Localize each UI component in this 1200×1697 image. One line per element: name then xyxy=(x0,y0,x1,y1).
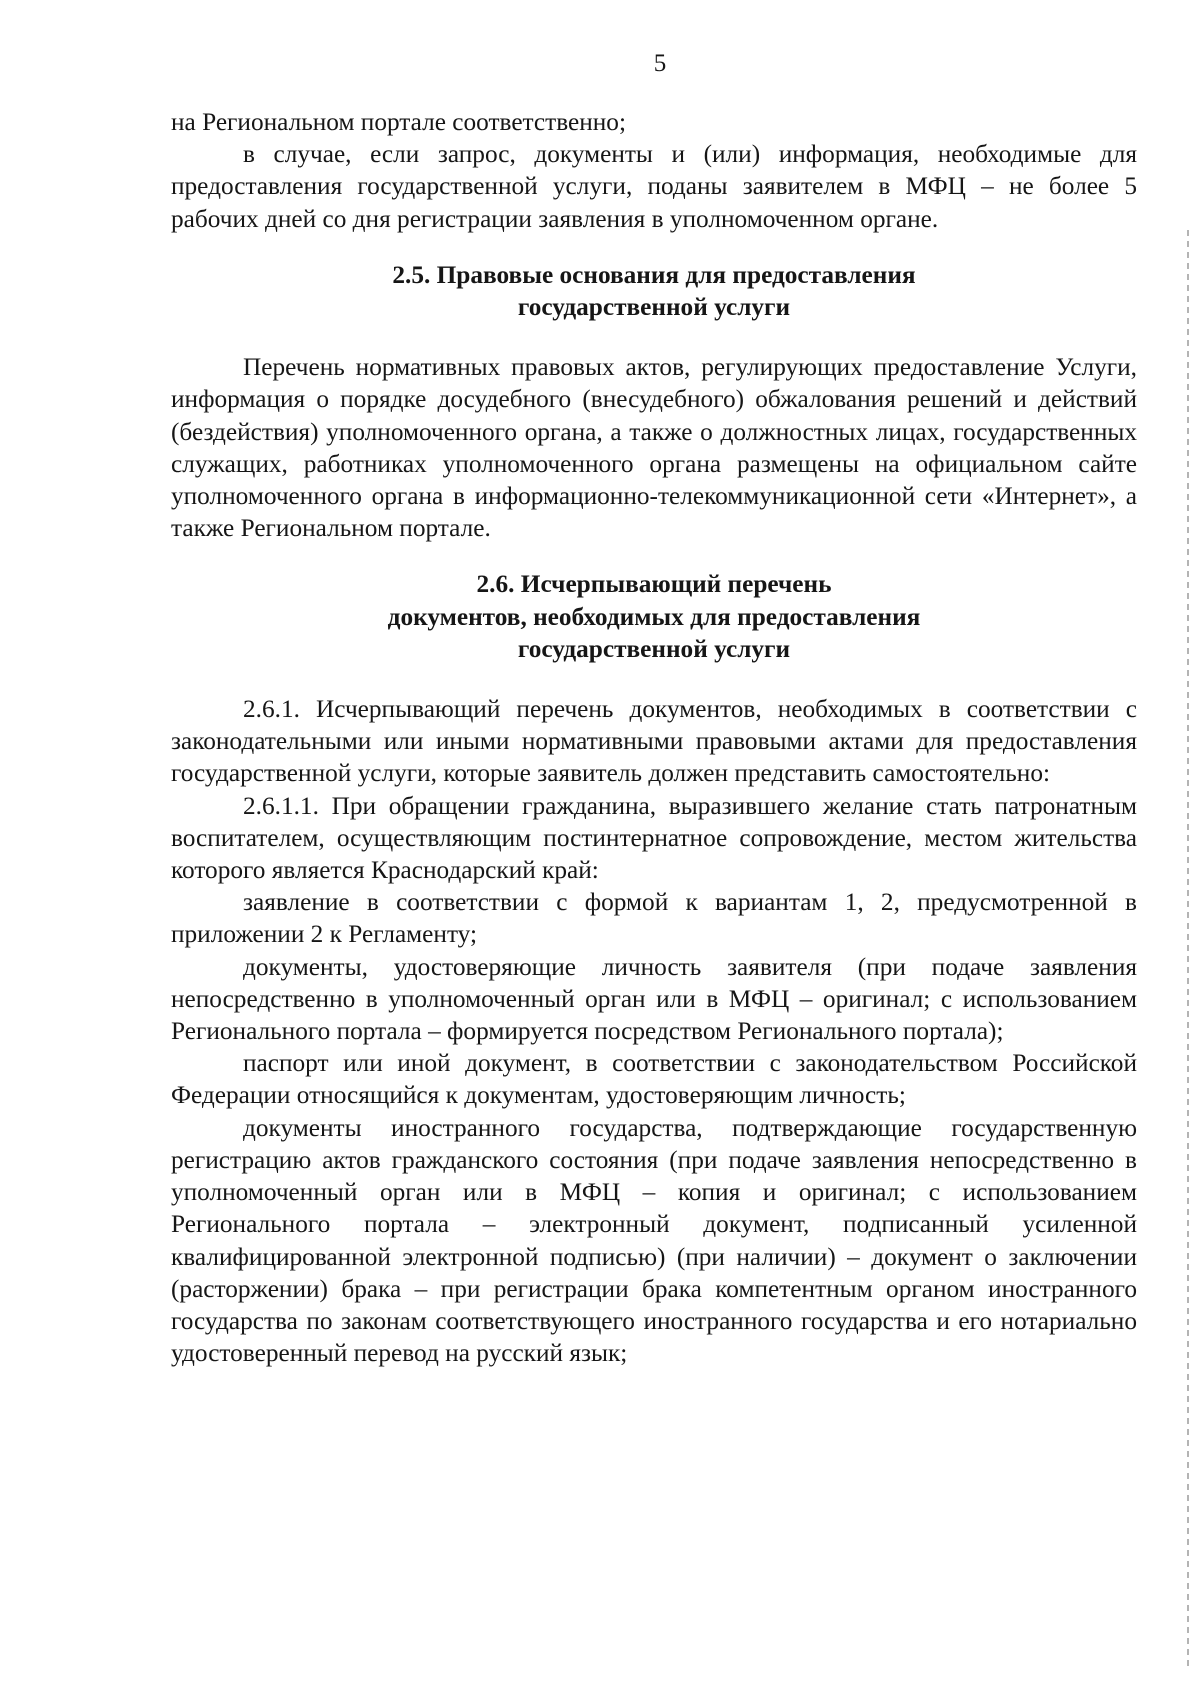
scan-edge-line xyxy=(1187,230,1189,1670)
page-number: 5 xyxy=(653,50,667,77)
section-2-5-heading xyxy=(171,259,1137,323)
paragraph-identity-documents: документы, удостоверяющие личность заявителя (при подаче заявления непосредственно в уполномоченный орган или в МФЦ – оригинал; с использованием Регионального портала – формируется посредством Регионального портала); xyxy=(171,952,1137,1046)
paragraph-2-6-1: 2.6.1. Исчерпывающий перечень документов, необходимых в соответствии с законодательными или иными нормативными правовыми актами для предоставления государственной услуги, которые заявитель должен представить самостоятельно: xyxy=(171,695,1137,788)
paragraph-deadline-mfc: в случае, если запрос, документы и (или) информация, необходимые для предоставления государственной услуги, поданы заявителем в МФЦ – не более 5 рабочих дней со дня регистрации заявления в уполномоченном органе. xyxy=(171,140,1137,233)
paragraph-2-6-1-1: 2.6.1.1. При обращении гражданина, выразившего желание стать патронатным воспитателем, осуществляющим постинтернатное сопровождение, местом жительства которого является Краснодарский край: xyxy=(171,791,1137,885)
section-2-5-heading-line2: государственной услуги xyxy=(517,293,791,322)
section-2-5-heading-line1: 2.5. Правовые основания для предоставления xyxy=(392,260,916,289)
section-2-6-heading xyxy=(171,568,1137,665)
section-2-6-heading-line2: документов, необходимых для предоставления xyxy=(387,602,921,631)
paragraph-application-form: заявление в соответствии с формой к вариантам 1, 2, предусмотренной в приложении 2 к Регламенту; xyxy=(171,888,1137,949)
paragraph-continuation: на Региональном портале соответственно; xyxy=(171,108,626,136)
section-2-6-heading-line1: 2.6. Исчерпывающий перечень xyxy=(476,570,832,599)
section-2-5-text: Перечень нормативных правовых актов, регулирующих предоставление Услуги, информация о порядке досудебного (внесудебного) обжалования решений и действий (бездействия) уполномоченного органа, а также о должностных лицах, государственных служащих, работниках уполномоченного органа размещены на официальном сайте уполномоченного органа в информационно-телекоммуникационной сети «Интернет», а также Региональном портале. xyxy=(171,353,1137,543)
document-body xyxy=(171,106,1137,1369)
section-2-6-heading-line3: государственной услуги xyxy=(517,634,791,663)
paragraph-passport: паспорт или иной документ, в соответствии с законодательством Российской Федерации относящийся к документам, удостоверяющим личность; xyxy=(171,1049,1137,1110)
paragraph-foreign-documents: документы иностранного государства, подтверждающие государственную регистрацию актов гражданского состояния (при подаче заявления непосредственно в уполномоченный орган или в МФЦ – копия и оригинал; с использованием Регионального портала – электронный документ, подписанный усиленной квалифицированной электронной подписью) (при наличии) – документ о заключении (расторжении) брака – при регистрации брака компетентным органом иностранного государства по законам соответствующего иностранного государства и его нотариально удостоверенный перевод на русский язык; xyxy=(171,1113,1137,1368)
